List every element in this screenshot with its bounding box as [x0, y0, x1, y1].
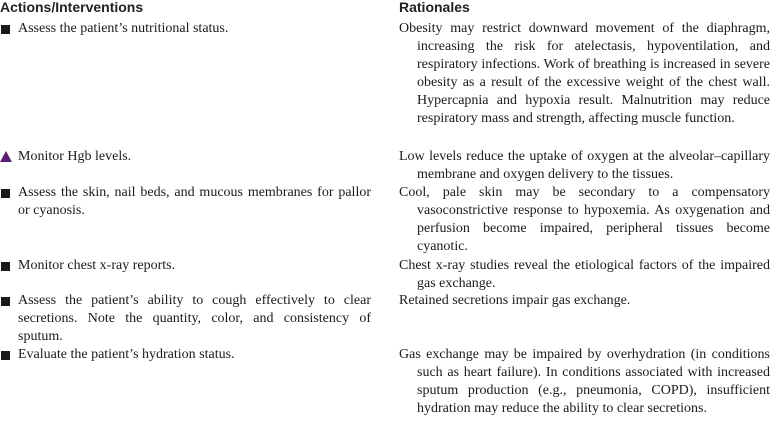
triangle-bullet-icon — [0, 151, 12, 162]
rationale-text: Retained secretions impair gas exchange. — [399, 293, 631, 308]
square-bullet-icon — [1, 351, 10, 360]
action-text: Assess the patient’s ability to cough effectively to clear secretions. Note the quantity, color, and consistency of sputum. — [18, 293, 371, 344]
action-text: Assess the patient’s nutritional status. — [18, 21, 229, 36]
actions-column-header: Actions/Interventions — [0, 0, 144, 15]
square-bullet-icon — [1, 25, 10, 34]
rationales-column-header: Rationales — [399, 0, 470, 15]
square-bullet-icon — [1, 297, 10, 306]
square-bullet-icon — [1, 189, 10, 198]
rationale-text: Chest x-ray studies reveal the etiological factors of the impaired gas exchange. — [399, 258, 770, 291]
action-text: Evaluate the patient’s hydration status. — [18, 347, 235, 362]
rationale-text: Obesity may restrict downward movement of the diaphragm, increasing the risk for atelectasis, hypoventilation, and respiratory infections. Work of breathing is increased in severe obesity as a result of the excessive weight of the chest wall. Hypercapnia and hypoxia result. Malnutrition may reduce respiratory mass and strength, affecting muscle function. — [399, 21, 770, 126]
square-bullet-icon — [1, 262, 10, 271]
rationale-text: Cool, pale skin may be secondary to a compensatory vasoconstrictive response to hypoxemia. As oxygenation and perfusion become impaired, peripheral tissues become cyanotic. — [399, 185, 770, 254]
action-text: Assess the skin, nail beds, and mucous membranes for pallor or cyanosis. — [18, 185, 371, 218]
rationale-text: Gas exchange may be impaired by overhydration (in conditions such as heart failure). In conditions associated with increased sputum production (e.g., pneumonia, COPD), insufficient hydration may reduce the ability to clear secretions. — [399, 347, 770, 416]
rationale-text: Low levels reduce the uptake of oxygen at the alveolar–capillary membrane and oxygen delivery to the tissues. — [399, 149, 770, 182]
action-text: Monitor chest x-ray reports. — [18, 258, 176, 273]
action-text: Monitor Hgb levels. — [18, 149, 132, 164]
